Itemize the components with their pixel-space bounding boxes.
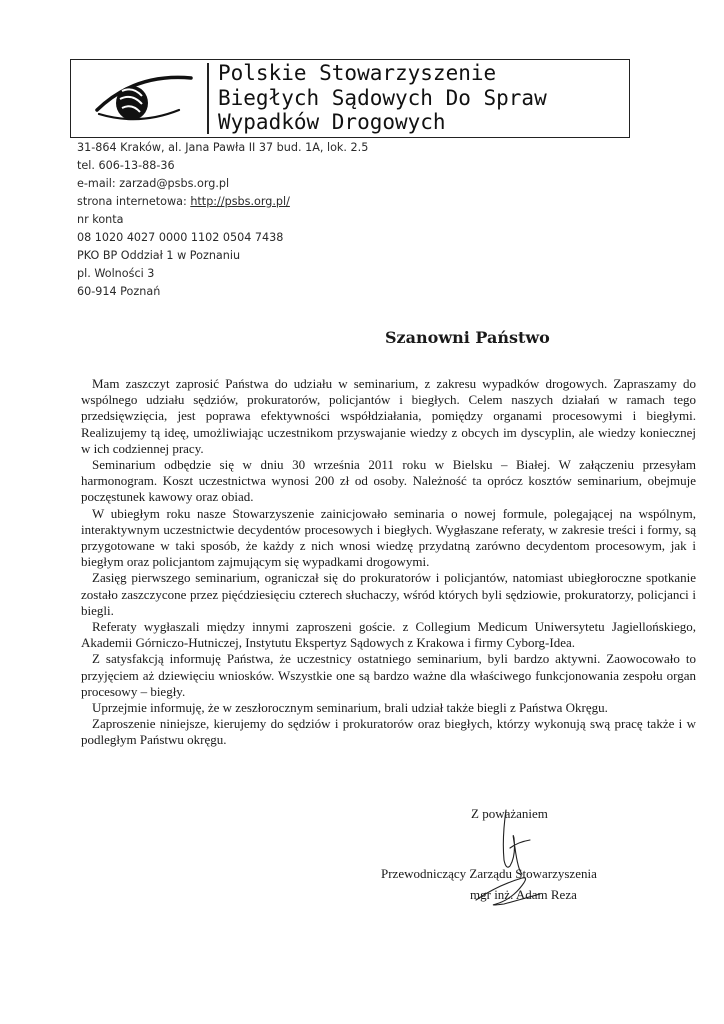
paragraph-3: W ubiegłym roku nasze Stowarzyszenie zainicjowało seminaria o nowej formule, polegającej na wspólnym, interaktywnym uczestnictwie decydentów procesowych i biegłych. Wygłaszane referaty, w zakresie treści i formy, są przygotowane w taki sposób, że każdy z nich wnosi wiedzę przydatną zarówno decydentom procesowym, jak i biegłym oraz policjantom zajmującym się wypadkami drogowymi.: [81, 505, 696, 570]
letterhead-divider: [207, 63, 209, 134]
bank-name: PKO BP Oddział 1 w Poznaniu: [77, 249, 241, 262]
org-name-line-2: Biegłych Sądowych Do Spraw: [218, 85, 547, 110]
contact-address: 31-864 Kraków, al. Jana Pawła II 37 bud. 1A, lok. 2.5: [77, 141, 369, 154]
paragraph-6: Z satysfakcją informuję Państwa, że uczestnicy ostatniego seminarium, byli bardzo aktywni. Zaowocowało to przyjęciem aż dziewięciu wniosków. Wszystkie one są bardzo ważne dla właściwego funkcjonowania zespołu organ procesowy – biegły.: [81, 651, 696, 699]
contact-email: e-mail: zarzad@psbs.org.pl: [77, 177, 230, 190]
paragraph-1: Mam zaszczyt zaprosić Państwa do udziału w seminarium, z zakresu wypadków drogowych. Zapraszamy do wspólnego udziału sędziów, prokuratorów, policjantów i biegłych. Celem naszych działań w ramach tego przedsięwzięcia, jest poprawa efektywności współdziałania, pomiędzy organami procesowymi i biegłymi. Realizujemy tą ideę, umożliwiając uczestnikom przyswajanie wiedzy z obcych im dyscyplin, ale wiedzy koniecznej w ich codziennej pracy.: [81, 376, 696, 456]
letter-closing: Z poważaniem: [471, 806, 548, 821]
paragraph-8: Zaproszenie niniejsze, kierujemy do sędziów i prokuratorów oraz biegłych, którzy wykonują swą pracę także i w podległym Państwu okręgu.: [81, 716, 696, 748]
signatory-title: Przewodniczący Zarządu Stowarzyszenia: [381, 866, 597, 881]
account-label: nr konta: [77, 213, 124, 226]
paragraph-4: Zasięg pierwszego seminarium, ograniczał się do prokuratorów i policjantów, natomiast ubiegłoroczne spotkanie zostało zaszczycone przez pięćdziesięciu czterech słuchaczy, wśród których byli sędziowie, prokuratorzy, policjanci i biegli.: [81, 570, 696, 618]
account-number: 08 1020 4027 0000 1102 0504 7438: [77, 231, 284, 244]
eye-logo-icon: [87, 69, 197, 127]
paragraph-2: Seminarium odbędzie się w dniu 30 września 2011 roku w Bielsku – Białej. W załączeniu przesyłam harmonogram. Koszt uczestnictwa wynosi 200 zł od osoby. Należność ta oprócz kosztów seminarium, obejmuje poczęstunek kawowy oraz obiad.: [81, 457, 696, 505]
paragraph-5: Referaty wygłaszali między innymi zaproszeni goście. z Collegium Medicum Uniwersytetu Jagiellońskiego, Akademii Górniczo-Hutniczej, Instytutu Ekspertyz Sądowych z Krakowa i firmy Cyborg-Idea.: [81, 619, 696, 651]
letter-body: [81, 376, 696, 749]
letterhead: [70, 59, 630, 138]
paragraph-7: Uprzejmie informuję, że w zeszłorocznym seminarium, brali udział także biegli z Państwa Okręgu.: [92, 700, 608, 716]
organization-name: [218, 61, 547, 135]
website-link[interactable]: http://psbs.org.pl/: [190, 195, 290, 208]
contact-block: [77, 139, 368, 301]
contact-website: [77, 193, 368, 211]
bank-city: 60-914 Poznań: [77, 285, 161, 298]
letter-greeting: Szanowni Państwo: [385, 328, 550, 347]
website-label: strona internetowa:: [77, 195, 191, 208]
org-name-line-1: Polskie Stowarzyszenie: [218, 61, 497, 85]
bank-street: pl. Wolności 3: [77, 267, 155, 280]
org-name-line-3: Wypadków Drogowych: [218, 110, 446, 134]
signatory-name: mgr inż. Adam Reza: [470, 887, 577, 902]
contact-phone: tel. 606-13-88-36: [77, 159, 175, 172]
